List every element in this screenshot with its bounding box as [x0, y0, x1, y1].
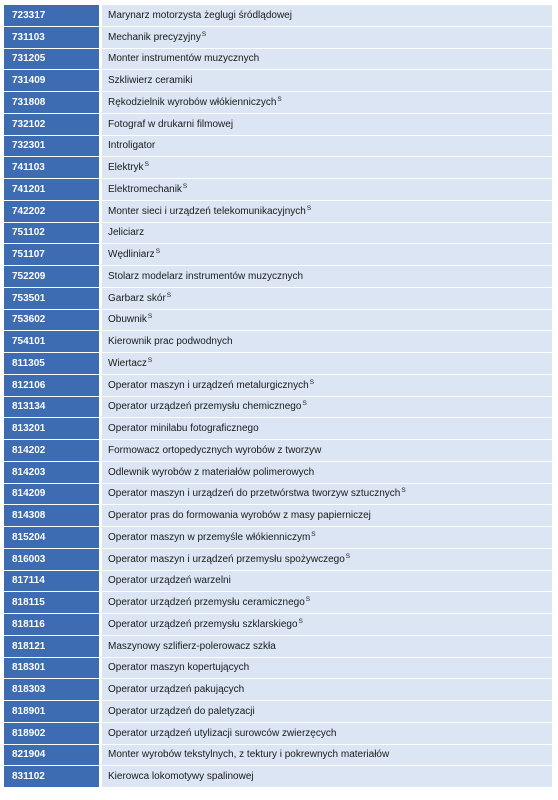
occupation-name-cell: [100, 636, 552, 658]
occupation-name: Wiertacz: [108, 357, 147, 369]
table-row: [4, 592, 552, 614]
occupation-code: 821904: [4, 745, 100, 767]
table-row: [4, 49, 552, 71]
occupation-code: 818121: [4, 636, 100, 658]
table-row: [4, 440, 552, 462]
occupation-name-cell: [100, 658, 552, 680]
occupation-code: 818301: [4, 658, 100, 680]
occupation-name: Formowacz ortopedycznych wyrobów z tworzyw: [108, 444, 322, 456]
occupation-name: Jeliciarz: [108, 227, 145, 239]
occupation-code: 731409: [4, 70, 100, 92]
superscript-marker: S: [298, 617, 303, 625]
table-row: [4, 462, 552, 484]
superscript-marker: S: [345, 552, 351, 560]
occupation-name-cell: [100, 49, 552, 71]
occupation-name: Operator maszyn i urządzeń przemysłu spożywczego: [108, 553, 345, 565]
occupation-name-cell: [100, 92, 552, 114]
superscript-marker: S: [166, 291, 172, 299]
occupation-code: 814203: [4, 462, 100, 484]
occupation-name: Mechanik precyzyjny: [108, 31, 201, 43]
occupation-name: Stolarz modelarz instrumentów muzycznych: [108, 270, 304, 282]
occupation-name-cell: [100, 679, 552, 701]
table-row: [4, 157, 552, 179]
occupation-name: Operator urządzeń do paletyzacji: [108, 705, 255, 717]
table-row: [4, 331, 552, 353]
table-row: [4, 244, 552, 266]
occupation-code: 731808: [4, 92, 100, 114]
occupation-name: Wędliniarz: [108, 249, 155, 261]
occupation-code: 732301: [4, 136, 100, 158]
table-row: [4, 701, 552, 723]
occupation-name-cell: [100, 223, 552, 245]
superscript-marker: S: [147, 313, 153, 321]
occupation-code: 732102: [4, 114, 100, 136]
occupation-name-cell: [100, 244, 552, 266]
occupation-name-cell: [100, 266, 552, 288]
occupation-code: 815204: [4, 527, 100, 549]
occupation-name: Kierownik prac podwodnych: [108, 336, 233, 348]
occupation-name-cell: [100, 701, 552, 723]
occupation-code: 753602: [4, 310, 100, 332]
occupation-name: Operator urządzeń przemysłu ceramicznego: [108, 597, 305, 609]
table-row: [4, 136, 552, 158]
occupation-name-cell: [100, 27, 552, 49]
occupation-name: Operator minilabu fotograficznego: [108, 423, 259, 435]
occupation-code: 751102: [4, 223, 100, 245]
table-row: [4, 745, 552, 767]
superscript-marker: S: [311, 530, 316, 538]
occupation-code: 811305: [4, 353, 100, 375]
occupation-name: Elektryk: [108, 162, 144, 174]
superscript-marker: S: [144, 161, 149, 169]
occupation-code: 741103: [4, 157, 100, 179]
table-row: [4, 27, 552, 49]
occupation-name-cell: [100, 114, 552, 136]
occupation-name: Monter instrumentów muzycznych: [108, 53, 260, 65]
occupation-name: Operator maszyn kopertujących: [108, 662, 250, 674]
occupation-name: Fotograf w drukarni filmowej: [108, 118, 234, 130]
occupation-name-cell: [100, 179, 552, 201]
occupation-name: Monter wyrobów tekstylnych, z tektury i pokrewnych materiałów: [108, 749, 390, 761]
occupation-table: [4, 5, 552, 788]
superscript-marker: S: [201, 30, 207, 38]
occupation-name-cell: [100, 136, 552, 158]
occupation-name-cell: [100, 201, 552, 223]
occupation-name: Kierowca lokomotywy spalinowej: [108, 771, 254, 783]
table-row: [4, 266, 552, 288]
occupation-code: 818901: [4, 701, 100, 723]
occupation-name: Operator urządzeń utylizacji surowców zwierzęcych: [108, 727, 337, 739]
occupation-name: Obuwnik: [108, 314, 147, 326]
occupation-name-cell: [100, 440, 552, 462]
table-row: [4, 201, 552, 223]
table-row: [4, 288, 552, 310]
superscript-marker: S: [305, 596, 311, 604]
occupation-code: 813134: [4, 397, 100, 419]
occupation-name-cell: [100, 592, 552, 614]
occupation-name: Garbarz skór: [108, 292, 166, 304]
occupation-name: Operator pras do formowania wyrobów z masy papierniczej: [108, 510, 371, 522]
occupation-name-cell: [100, 527, 552, 549]
occupation-name-cell: [100, 375, 552, 397]
occupation-name-cell: [100, 614, 552, 636]
table-row: [4, 114, 552, 136]
occupation-name-cell: [100, 745, 552, 767]
occupation-name-cell: [100, 505, 552, 527]
occupation-name-cell: [100, 5, 552, 27]
superscript-marker: S: [277, 95, 282, 103]
occupation-name: Operator urządzeń przemysłu chemicznego: [108, 401, 302, 413]
occupation-code: 816003: [4, 549, 100, 571]
occupation-code: 752209: [4, 266, 100, 288]
superscript-marker: S: [302, 400, 307, 408]
occupation-name-cell: [100, 484, 552, 506]
table-row: [4, 527, 552, 549]
occupation-name-cell: [100, 571, 552, 593]
occupation-code: 812106: [4, 375, 100, 397]
occupation-name-cell: [100, 766, 552, 788]
superscript-marker: S: [147, 356, 153, 364]
occupation-name-cell: [100, 723, 552, 745]
occupation-name: Operator urządzeń warzelni: [108, 575, 231, 587]
occupation-name-cell: [100, 157, 552, 179]
occupation-name-cell: [100, 549, 552, 571]
occupation-name: Operator maszyn i urządzeń metalurgicznych: [108, 379, 309, 391]
occupation-code: 818116: [4, 614, 100, 636]
occupation-code: 741201: [4, 179, 100, 201]
occupation-code: 813201: [4, 418, 100, 440]
occupation-code: 818115: [4, 592, 100, 614]
occupation-name-cell: [100, 397, 552, 419]
occupation-code: 818902: [4, 723, 100, 745]
table-row: [4, 679, 552, 701]
occupation-name: Marynarz motorzysta żeglugi śródlądowej: [108, 9, 292, 21]
table-row: [4, 658, 552, 680]
table-row: [4, 418, 552, 440]
occupation-code: 831102: [4, 766, 100, 788]
occupation-name: Operator urządzeń przemysłu szklarskiego: [108, 618, 298, 630]
table-row: [4, 223, 552, 245]
occupation-name: Operator maszyn w przemyśle włókienniczym: [108, 531, 311, 543]
occupation-code: 723317: [4, 5, 100, 27]
table-row: [4, 723, 552, 745]
occupation-code: 817114: [4, 571, 100, 593]
occupation-code: 731103: [4, 27, 100, 49]
occupation-code: 742202: [4, 201, 100, 223]
occupation-name-cell: [100, 70, 552, 92]
occupation-name-cell: [100, 418, 552, 440]
occupation-name: Operator urządzeń pakujących: [108, 684, 245, 696]
occupation-name-cell: [100, 288, 552, 310]
table-row: [4, 5, 552, 27]
table-row: [4, 549, 552, 571]
table-row: [4, 636, 552, 658]
table-row: [4, 766, 552, 788]
table-row: [4, 614, 552, 636]
occupation-code: 814209: [4, 484, 100, 506]
occupation-name: Introligator: [108, 140, 156, 152]
table-row: [4, 70, 552, 92]
superscript-marker: S: [155, 248, 161, 256]
occupation-name: Odlewnik wyrobów z materiałów polimerowych: [108, 466, 315, 478]
table-row: [4, 92, 552, 114]
occupation-name: Monter sieci i urządzeń telekomunikacyjnych: [108, 205, 306, 217]
occupation-name-cell: [100, 331, 552, 353]
occupation-name: Maszynowy szlifierz-polerowacz szkła: [108, 640, 276, 652]
occupation-name-cell: [100, 353, 552, 375]
table-row: [4, 505, 552, 527]
occupation-code: 818303: [4, 679, 100, 701]
occupation-code: 753501: [4, 288, 100, 310]
superscript-marker: S: [401, 487, 406, 495]
occupation-name: Operator maszyn i urządzeń do przetwórstwa tworzyw sztucznych: [108, 488, 401, 500]
occupation-name: Rękodzielnik wyrobów włókienniczych: [108, 96, 277, 108]
table-row: [4, 397, 552, 419]
occupation-name-cell: [100, 462, 552, 484]
occupation-name: Szkliwierz ceramiki: [108, 75, 193, 87]
table-row: [4, 310, 552, 332]
occupation-code: 754101: [4, 331, 100, 353]
table-row: [4, 179, 552, 201]
superscript-marker: S: [306, 204, 312, 212]
table-row: [4, 484, 552, 506]
occupation-code: 814308: [4, 505, 100, 527]
superscript-marker: S: [182, 182, 188, 190]
occupation-code: 731205: [4, 49, 100, 71]
table-row: [4, 375, 552, 397]
occupation-code: 814202: [4, 440, 100, 462]
occupation-name: Elektromechanik: [108, 183, 182, 195]
occupation-name-cell: [100, 310, 552, 332]
table-row: [4, 571, 552, 593]
superscript-marker: S: [309, 378, 314, 386]
occupation-code: 751107: [4, 244, 100, 266]
table-row: [4, 353, 552, 375]
